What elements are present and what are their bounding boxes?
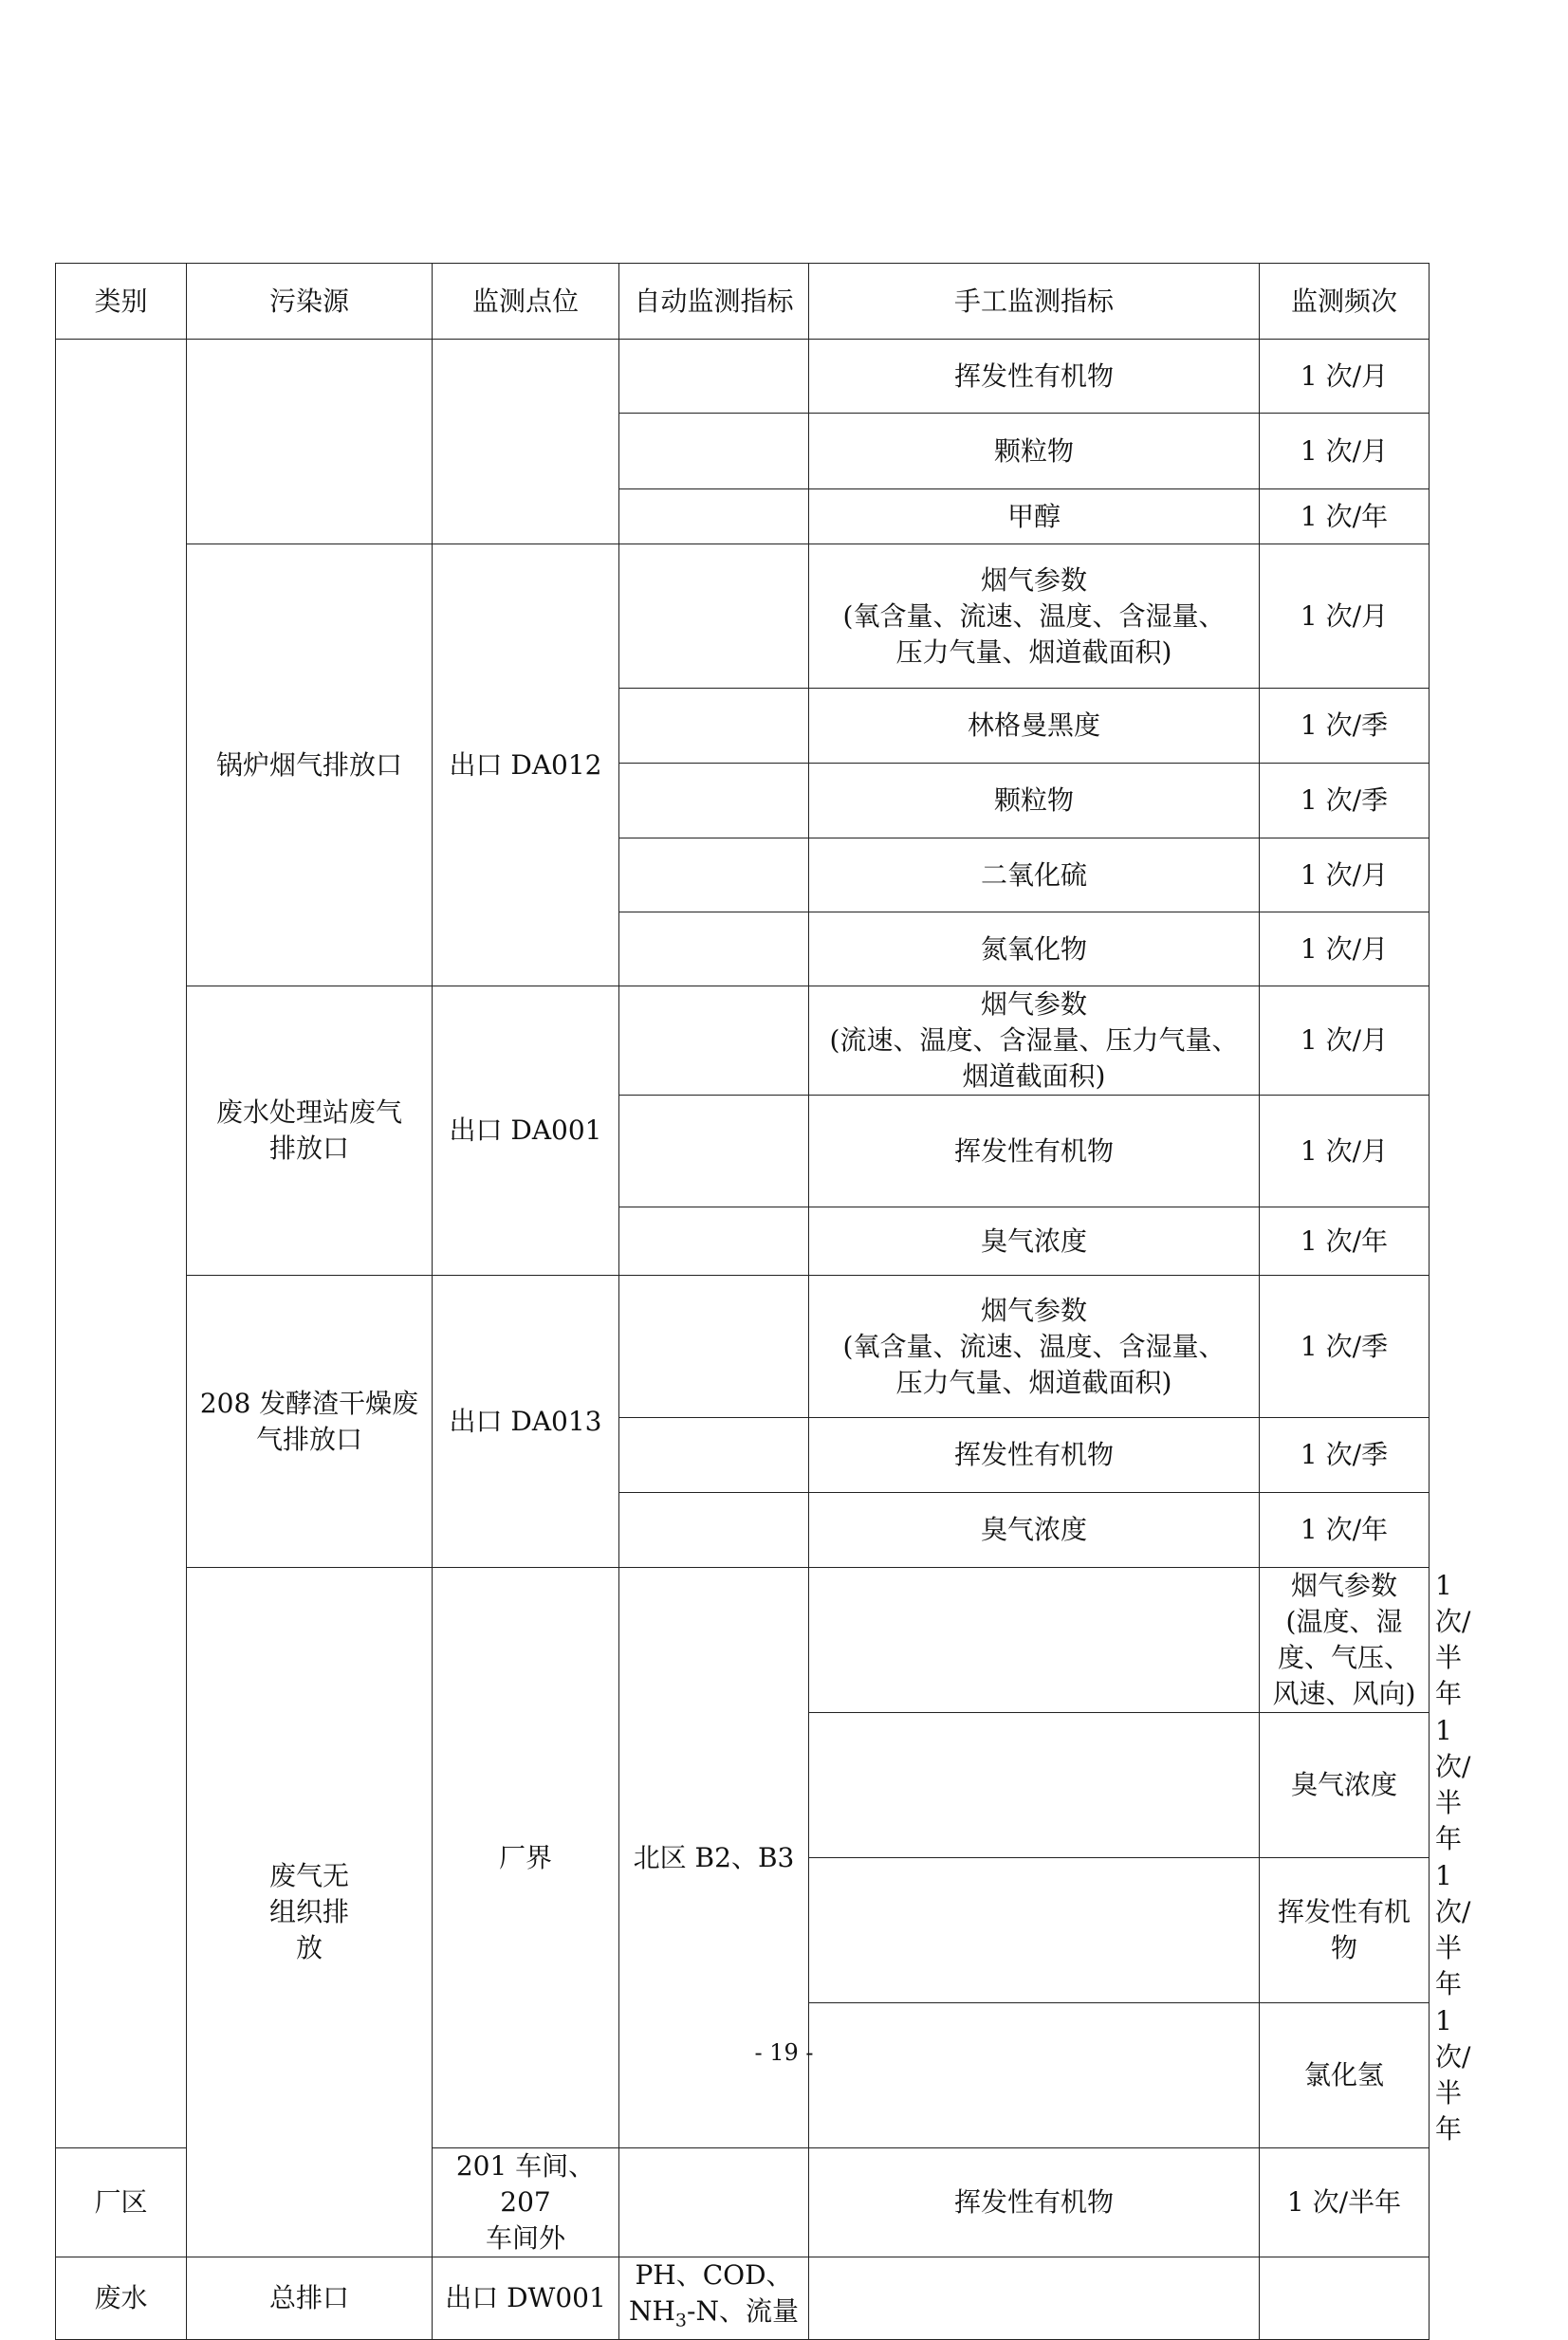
manual-index-cell: 林格曼黑度 xyxy=(809,689,1260,764)
frequency-cell: 1 次/月 xyxy=(1260,1096,1430,1207)
auto-index-text: -N、流量 xyxy=(687,2295,799,2327)
manual-index-line: 压力气量、烟道截面积) xyxy=(895,1366,1172,1398)
manual-index-cell: 挥发性有机物 xyxy=(809,2148,1260,2257)
frequency-cell: 1 次/季 xyxy=(1260,764,1430,838)
manual-index-line: 烟气参数 xyxy=(980,563,1087,596)
auto-index-cell xyxy=(809,2003,1260,2148)
auto-index-cell xyxy=(809,1713,1260,1858)
auto-index-line xyxy=(625,2294,802,2339)
point-cell: 出口 DA001 xyxy=(433,986,619,1276)
frequency-cell: 1 次/半年 xyxy=(1260,2148,1430,2257)
manual-index-cell: 臭气浓度 xyxy=(809,1493,1260,1568)
auto-index-cell xyxy=(619,1207,809,1276)
frequency-cell: 1 次/月 xyxy=(1260,544,1430,689)
auto-index-cell xyxy=(619,2257,809,2340)
point-cell: 出口 DA012 xyxy=(433,544,619,986)
header-point: 监测点位 xyxy=(433,264,619,340)
auto-index-cell xyxy=(619,1493,809,1568)
auto-index-cell xyxy=(619,414,809,489)
point-cell: 北区 B2、B3 xyxy=(619,1568,809,2148)
frequency-cell: 1 次/年 xyxy=(1260,1207,1430,1276)
auto-index-cell xyxy=(619,1276,809,1418)
frequency-cell: 1 次/年 xyxy=(1260,1493,1430,1568)
manual-index-cell: 挥发性有机物 xyxy=(809,1418,1260,1493)
source-line: 排放口 xyxy=(268,1133,349,1164)
header-source: 污染源 xyxy=(187,264,433,340)
category-cell xyxy=(187,1568,433,2257)
table-row: 废气无 组织排 放 厂界 北区 B2、B3 烟气参数 (温度、湿度、气压、风速、风向) 1 次/半年 xyxy=(56,1568,1430,1713)
auto-index-cell xyxy=(809,1858,1260,2003)
header-category: 类别 xyxy=(56,264,187,340)
manual-index-cell: 臭气浓度 xyxy=(1260,1713,1430,1858)
header-auto-index: 自动监测指标 xyxy=(619,264,809,340)
manual-index-cell xyxy=(809,986,1260,1096)
auto-index-line: PH、COD、 xyxy=(635,2259,793,2291)
source-cell xyxy=(187,1276,433,1568)
auto-index-cell xyxy=(619,1096,809,1207)
manual-index-cell: 颗粒物 xyxy=(809,414,1260,489)
frequency-cell: 1 次/季 xyxy=(1260,1418,1430,1493)
point-line: 车间外 xyxy=(485,2222,565,2254)
auto-index-cell xyxy=(619,340,809,414)
auto-index-cell xyxy=(619,1418,809,1493)
header-frequency: 监测频次 xyxy=(1260,264,1430,340)
manual-index-line: 烟气参数 xyxy=(980,988,1087,1020)
manual-index-cell: 二氧化硫 xyxy=(809,838,1260,912)
category-cell: 废水 xyxy=(56,2257,187,2340)
frequency-cell: 1 次/月 xyxy=(1260,414,1430,489)
auto-index-cell xyxy=(619,838,809,912)
category-line: 废气无 xyxy=(268,1860,349,1891)
manual-index-cell: 挥发性有机物 xyxy=(809,340,1260,414)
manual-index-line: (流速、温度、含湿量、压力气量、 xyxy=(829,1024,1239,1056)
source-line: 废水处理站废气 xyxy=(215,1096,402,1128)
manual-index-line: (温度、湿度、气压、风速、风向) xyxy=(1272,1606,1416,1709)
manual-index-cell: 氮氧化物 xyxy=(809,912,1260,986)
table-row: 臭气浓度 1 次/半年 xyxy=(56,1713,1430,1858)
manual-index-cell: 甲醇 xyxy=(809,489,1260,544)
source-line: 气排放口 xyxy=(255,1423,362,1455)
page-number: - 19 - xyxy=(754,2039,814,2066)
manual-index-line: 烟道截面积) xyxy=(962,1060,1106,1092)
manual-index-cell: 颗粒物 xyxy=(809,764,1260,838)
auto-index-cell xyxy=(619,689,809,764)
frequency-cell: 1 次/月 xyxy=(1260,340,1430,414)
subscript-text: 3 xyxy=(674,2310,688,2331)
source-cell: 锅炉烟气排放口 xyxy=(187,544,433,986)
manual-index-cell: 挥发性有机物 xyxy=(1260,1858,1430,2003)
frequency-cell: 1 次/年 xyxy=(1260,489,1430,544)
manual-index-cell xyxy=(809,2257,1260,2340)
table-row xyxy=(56,544,1430,689)
point-cell xyxy=(433,2148,619,2257)
manual-index-line: 烟气参数 xyxy=(980,1294,1087,1326)
manual-index-cell: 氯化氢 xyxy=(1260,2003,1430,2148)
table-row xyxy=(56,2257,1430,2340)
auto-index-cell xyxy=(619,489,809,544)
manual-index-line: 压力气量、烟道截面积) xyxy=(895,636,1172,668)
auto-index-cell xyxy=(619,986,809,1096)
auto-index-cell xyxy=(619,764,809,838)
manual-index-cell: 挥发性有机物 xyxy=(809,1096,1260,1207)
point-cell xyxy=(433,340,619,544)
category-line: 放 xyxy=(295,1932,323,1963)
source-cell: 总排口 xyxy=(187,2257,433,2340)
table-row: 挥发性有机物 1 次/半年 xyxy=(56,1858,1430,2003)
point-cell: 出口 DA013 xyxy=(433,1276,619,1568)
auto-index-text: NH xyxy=(629,2295,675,2327)
source-cell xyxy=(187,986,433,1276)
manual-index-line: 烟气参数 xyxy=(1290,1570,1397,1601)
frequency-cell: 1 次/季 xyxy=(1260,689,1430,764)
source-cell: 厂区 xyxy=(56,2148,187,2257)
table-row xyxy=(56,340,1430,414)
header-manual-index: 手工监测指标 xyxy=(809,264,1260,340)
manual-index-cell: 臭气浓度 xyxy=(809,1207,1260,1276)
category-cell xyxy=(56,340,187,2148)
table-row: 氯化氢 1 次/半年 xyxy=(56,2003,1430,2148)
manual-index-cell xyxy=(809,544,1260,689)
frequency-cell: 1 次/月 xyxy=(1260,912,1430,986)
manual-index-line: (氧含量、流速、温度、含湿量、 xyxy=(842,1330,1226,1362)
table-row xyxy=(56,986,1430,1096)
frequency-cell xyxy=(1260,2257,1430,2340)
auto-index-cell xyxy=(619,2148,809,2257)
source-line: 208 发酵渣干燥废 xyxy=(199,1387,419,1419)
auto-index-cell xyxy=(809,1568,1260,1713)
frequency-cell: 1 次/月 xyxy=(1260,986,1430,1096)
manual-index-cell xyxy=(1260,1568,1430,1713)
table-row xyxy=(56,1276,1430,1418)
table-header-row xyxy=(56,264,1430,340)
frequency-cell: 1 次/月 xyxy=(1260,838,1430,912)
monitoring-table xyxy=(55,263,1471,2340)
frequency-cell: 1 次/季 xyxy=(1260,1276,1430,1418)
point-cell: 出口 DW001 xyxy=(433,2257,619,2340)
category-line: 组织排 xyxy=(268,1896,349,1927)
auto-index-cell xyxy=(619,912,809,986)
auto-index-cell xyxy=(619,544,809,689)
point-line: 201 车间、207 xyxy=(455,2150,596,2218)
source-cell xyxy=(187,340,433,544)
manual-index-cell xyxy=(809,1276,1260,1418)
source-cell: 厂界 xyxy=(433,1568,619,2148)
manual-index-line: (氧含量、流速、温度、含湿量、 xyxy=(842,599,1226,632)
